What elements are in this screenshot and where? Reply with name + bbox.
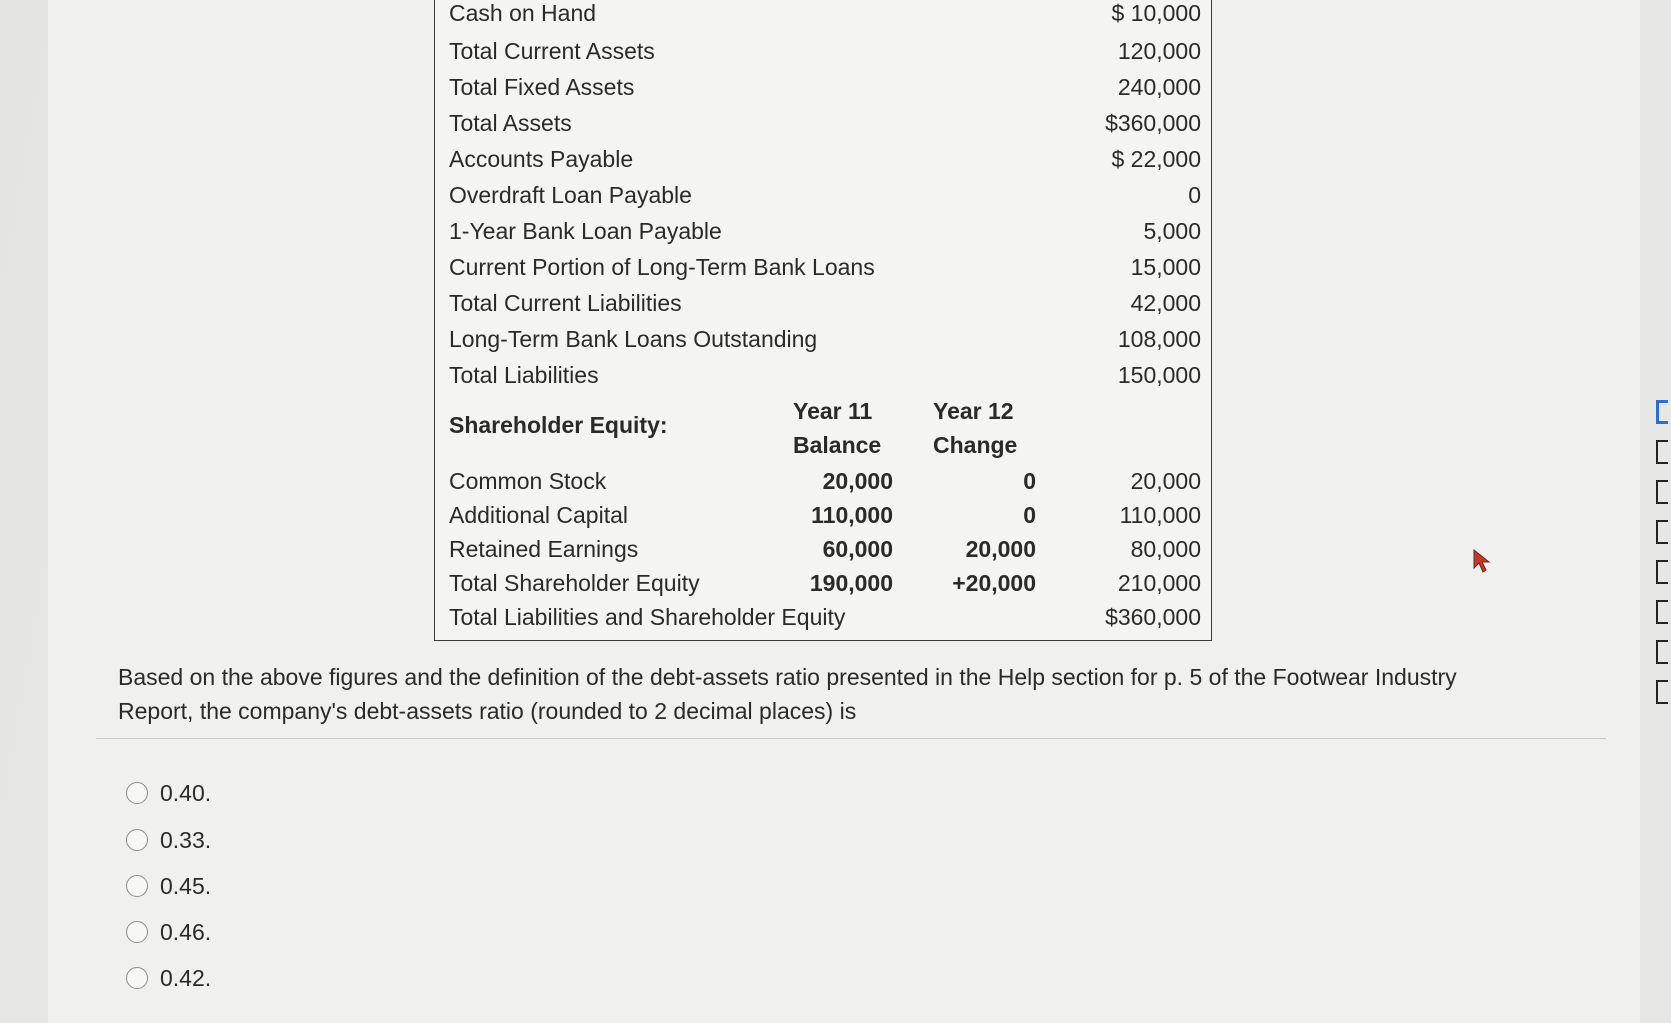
equity-heading: Shareholder Equity: — [449, 412, 668, 438]
radio-button[interactable] — [126, 967, 148, 989]
table-row: Additional Capital 110,000 0 110,000 — [449, 502, 1201, 528]
column-header-year11: Year 11 Balance — [793, 398, 882, 458]
option-label: 0.45. — [160, 872, 212, 899]
question-nav-item[interactable] — [1656, 680, 1668, 704]
radio-button[interactable] — [126, 921, 148, 943]
question-nav-item[interactable] — [1656, 440, 1668, 464]
table-row: Cash on Hand $ 10,000 — [449, 0, 1201, 26]
question-nav-item[interactable] — [1656, 600, 1668, 624]
question-nav-item[interactable] — [1656, 560, 1668, 584]
table-row: Long-Term Bank Loans Outstanding 108,000 — [449, 326, 1201, 352]
table-row: Total Current Liabilities 42,000 — [449, 290, 1201, 316]
answer-option[interactable] — [126, 869, 211, 903]
table-row: Current Portion of Long-Term Bank Loans 15,000 — [449, 254, 1201, 280]
table-row: Overdraft Loan Payable 0 — [449, 182, 1201, 208]
question-nav-item[interactable] — [1656, 520, 1668, 544]
option-label: 0.40. — [160, 779, 212, 806]
answer-option[interactable] — [126, 915, 211, 949]
table-row: Total Liabilities 150,000 — [449, 362, 1201, 388]
option-label: 0.46. — [160, 918, 212, 945]
question-nav-item[interactable] — [1656, 640, 1668, 664]
radio-button[interactable] — [126, 875, 148, 897]
mouse-cursor-icon — [1472, 548, 1492, 574]
table-row-total: Total Liabilities and Shareholder Equity $360,000 — [449, 604, 1201, 630]
question-nav-item[interactable] — [1656, 480, 1668, 504]
radio-button[interactable] — [126, 782, 148, 804]
answer-option[interactable] — [126, 823, 211, 857]
column-header-year12: Year 12 Change — [933, 398, 1018, 458]
answer-option[interactable] — [126, 776, 211, 810]
question-nav-strip — [1656, 400, 1671, 720]
balance-sheet-table — [434, 0, 1212, 641]
question-nav-item[interactable] — [1656, 400, 1668, 424]
option-label: 0.42. — [160, 964, 212, 991]
table-row: 1-Year Bank Loan Payable 5,000 — [449, 218, 1201, 244]
table-row: Common Stock 20,000 0 20,000 — [449, 468, 1201, 494]
table-row: Total Assets $360,000 — [449, 110, 1201, 136]
table-row: Total Shareholder Equity 190,000 +20,000 210,000 — [449, 570, 1201, 596]
option-label: 0.33. — [160, 826, 212, 853]
table-row: Total Fixed Assets 240,000 — [449, 74, 1201, 100]
divider — [96, 738, 1606, 739]
table-row: Accounts Payable $ 22,000 — [449, 146, 1201, 172]
table-row: Retained Earnings 60,000 20,000 80,000 — [449, 536, 1201, 562]
table-row: Total Current Assets 120,000 — [449, 38, 1201, 64]
answer-option[interactable] — [126, 961, 211, 995]
question-text: Based on the above figures and the definition of the debt-assets ratio presented in the Help section for p. 5 of the Footwear Industry Report, the company's debt-assets ratio (rounded to 2 decimal places) is — [118, 664, 1457, 724]
radio-button[interactable] — [126, 829, 148, 851]
